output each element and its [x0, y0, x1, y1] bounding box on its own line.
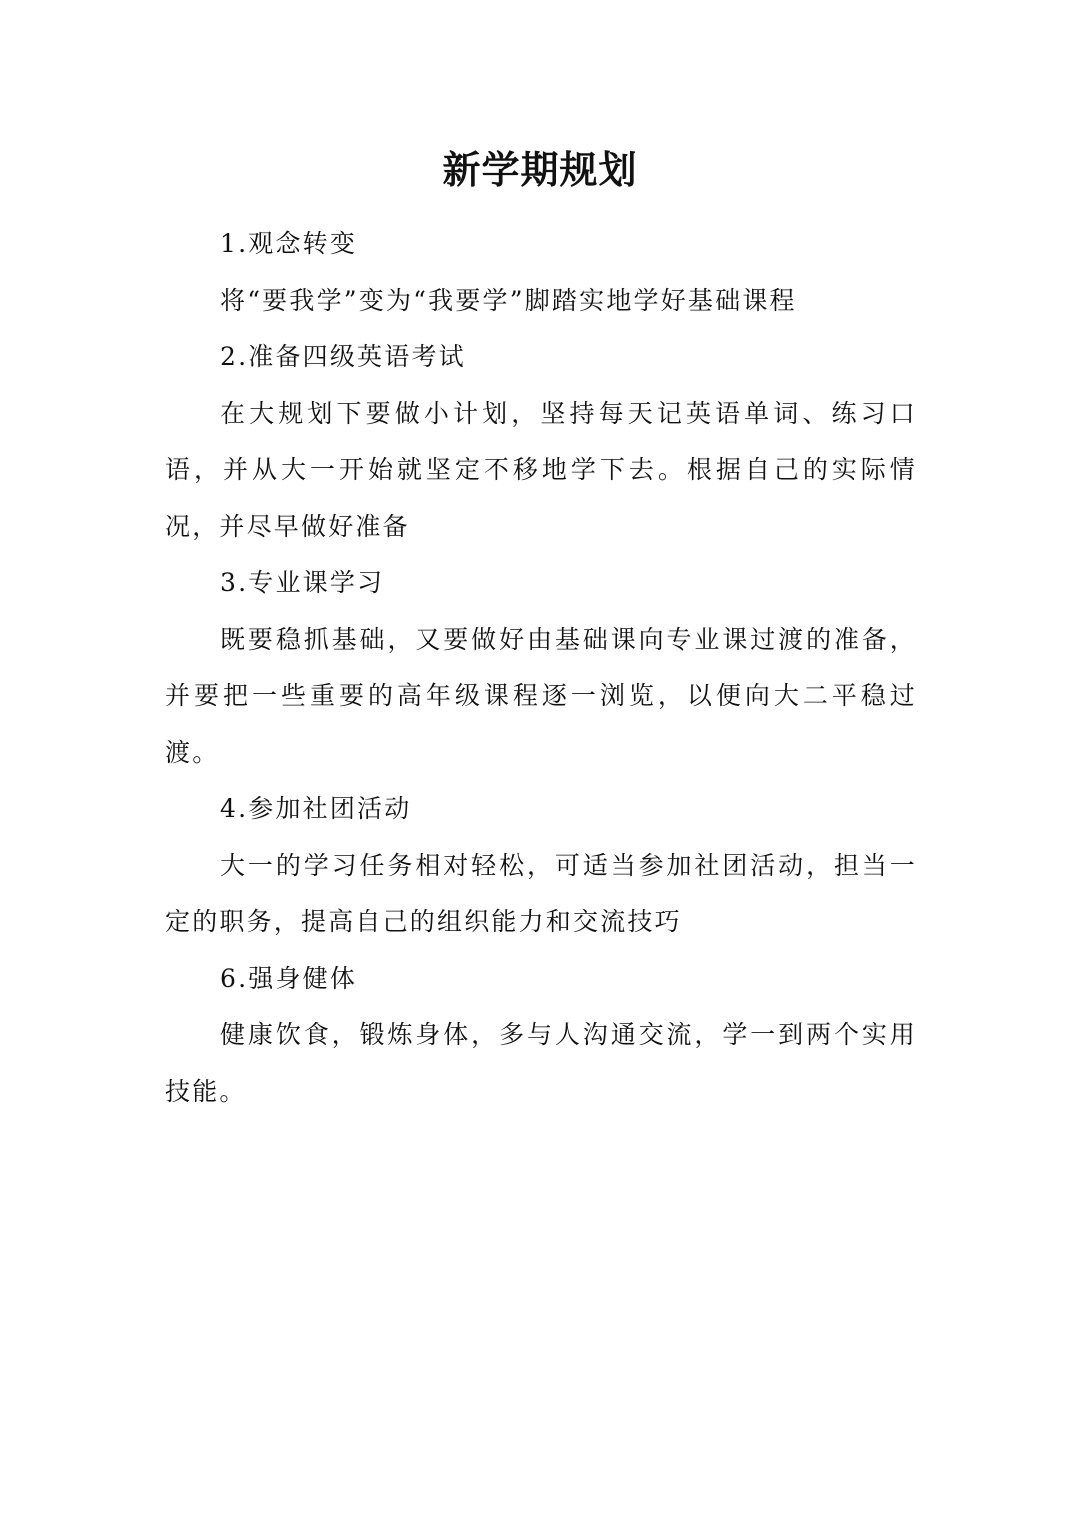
section-heading-3: 3.专业课学习 — [220, 568, 385, 597]
section-text-1: 将“要我学”变为“我要学”脚踏实地学好基础课程 — [220, 285, 797, 315]
section-text-4: 大一的学习任务相对轻松，可适当参加社团活动，担当一定的职务，提高自己的组织能力和交流技巧 — [165, 850, 917, 936]
section-heading-6: 6.强身健体 — [220, 963, 358, 993]
document-title: 新学期规划 — [442, 147, 638, 192]
section-heading-4: 4.参加社团活动 — [220, 794, 412, 823]
document-body — [165, 216, 917, 1120]
section-text-6: 健康饮食，锻炼身体，多与人沟通交流，学一到两个实用技能。 — [165, 1020, 917, 1106]
section-heading-1: 1.观念转变 — [220, 229, 358, 258]
section-text-3: 既要稳抓基础，又要做好由基础课向专业课过渡的准备，并要把一些重要的高年级课程逐一浏览，以便向大二平稳过渡。 — [165, 624, 917, 767]
section-heading-2: 2.准备四级英语考试 — [220, 342, 466, 371]
section-text-2: 在大规划下要做小计划，坚持每天记英语单词、练习口语，并从大一开始就坚定不移地学下去。根据自己的实际情况，并尽早做好准备 — [165, 398, 917, 541]
